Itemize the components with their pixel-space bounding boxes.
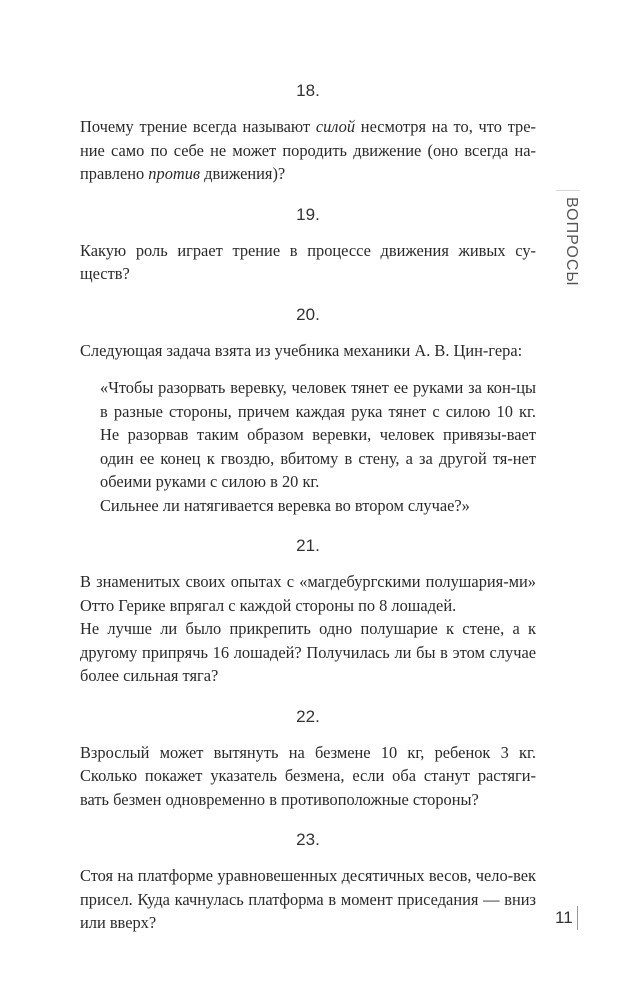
quoted-problem (80, 376, 536, 517)
section-side-label: ВОПРОСЫ (556, 190, 580, 292)
question-number: 18. (296, 81, 320, 100)
question-19 (80, 204, 536, 286)
emphasis-word: против (148, 164, 201, 183)
text-run: Почему трение всегда называют (80, 117, 316, 136)
text-run: несмотря на то, что тре-ние само по себе не может породить движение (оно всегда на-правлено (80, 117, 536, 183)
text-run: движения)? (200, 164, 286, 183)
question-number: 20. (296, 304, 320, 324)
quote-paragraph: Сильнее ли натягивается веревка во втором случае?» (100, 495, 470, 515)
question-text: Следующая задача взята из учебника механики А. В. Цин-гера: (80, 340, 523, 360)
question-18 (80, 80, 536, 186)
page-number-divider (577, 906, 578, 930)
question-text (80, 115, 536, 186)
question-number: 23. (296, 830, 320, 849)
question-number: 21. (296, 536, 320, 555)
page-content (80, 80, 536, 935)
question-number: 19. (296, 204, 320, 224)
question-text: Какую роль играет трение в процессе движения живых су-ществ? (80, 240, 536, 283)
question-text: Не лучше ли было прикрепить одно полушарие к стене, а к другому припрячь 16 лошадей? Получилась ли бы в этом случае более сильная тяга? (80, 619, 536, 685)
page-number: 11 (555, 908, 573, 927)
question-23 (80, 829, 536, 935)
quote-paragraph: «Чтобы разорвать веревку, человек тянет ее руками за кон-цы в разные стороны, причем каждая рука тянет с силою 10 кг. Не разорвав таким образом веревки, человек привязы-вает один ее конец к гвоздю, вбитому в стену, а за другой тя-нет обеими руками с силою в 20 кг. (100, 378, 536, 491)
question-text: В знаменитых своих опытах с «магдебургскими полушария-ми» Отто Герике впрягал с каждой стороны по 8 лошадей. (80, 572, 536, 615)
question-text: Стоя на платформе уравновешенных десятичных весов, чело-век присел. Куда качнулась платформа в момент приседания — вниз или вверх? (80, 866, 536, 932)
question-number: 22. (296, 706, 320, 726)
emphasis-word: силой (315, 117, 356, 136)
question-22 (80, 706, 536, 812)
question-20 (80, 304, 536, 518)
question-21 (80, 535, 536, 688)
question-text: Взрослый может вытянуть на безмене 10 кг, ребенок 3 кг. Сколько покажет указатель безмена, если оба станут растяги-вать безмен одновременно в противоположные стороны? (80, 742, 536, 809)
